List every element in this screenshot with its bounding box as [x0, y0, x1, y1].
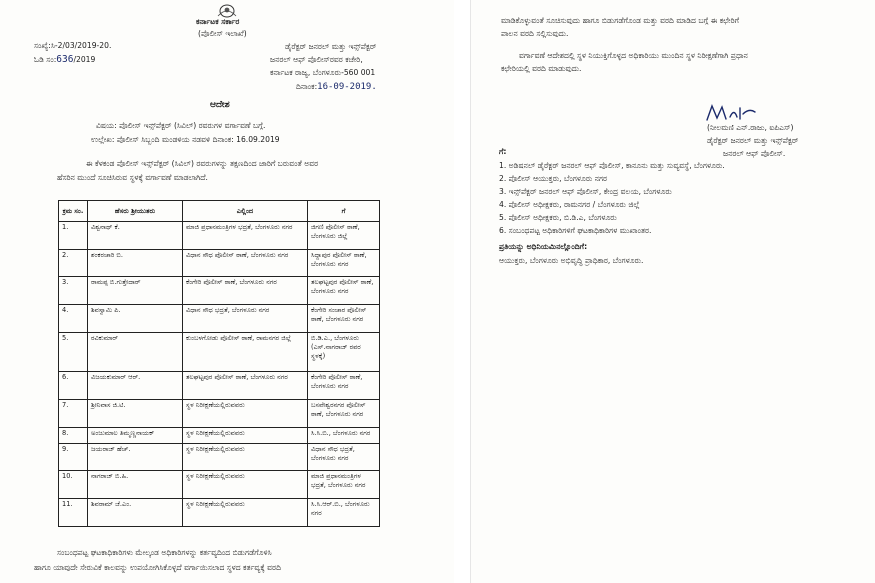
- cell-officer-name: ಶಿವರಾಮ್ ಜೆ.ಎಂ.: [88, 499, 183, 527]
- order-date-label: ದಿನಾಂಕ:: [296, 82, 318, 91]
- cell-officer-name: ವಿಜಯಕುಮಾರ್ ಆರ್.: [88, 372, 183, 400]
- state-emblem-icon: [214, 2, 240, 18]
- table-row: [59, 499, 380, 527]
- footer-line-2: ಹಾಗೂ ಯಾವುದೇ ಸೇರುವಿಕೆ ಕಾಲವನ್ನು ಉಪಯೋಗಿಸಿಕೊಳ್ಳದೆ ವರ್ಗಾಯಿಸಲಾದ ಸ್ಥಳದ ಕರ್ತವ್ಯಕ್ಕೆ ವರದಿ: [34, 563, 281, 572]
- cell-from: ವಿಧಾನ ಸೌಧ ಭದ್ರತೆ, ಬೆಂಗಳೂರು ನಗರ: [183, 305, 308, 333]
- cell-officer-name: ಶಿವಸ್ವಾಮಿ ಪಿ.: [88, 305, 183, 333]
- cell-officer-name: ಶಂಕರಚಾರಿ ಬಿ.: [88, 249, 183, 277]
- header-to: ಗೆ: [308, 201, 380, 222]
- department-name: (ಪೊಲೀಸ್ ಇಲಾಖೆ): [198, 29, 247, 38]
- header-name: ಹೆಸರು ಶ್ರೀಯುತರು: [88, 201, 183, 222]
- order-number-prefix: ಓಡಿ ಸಂ:: [34, 55, 57, 64]
- cell-serial: 10.: [59, 471, 88, 499]
- table-row: [59, 427, 380, 443]
- recipient-item: 2. ಪೊಲೀಸ್ ಆಯುಕ್ತರು, ಬೆಂಗಳೂರು ನಗರ: [499, 174, 608, 183]
- instruction-line-2: ಕಛೇರಿಯಲ್ಲಿ ವರದಿ ಮಾಡುವುದು.: [501, 64, 582, 73]
- cell-from: ವಿಧಾನ ಸೌಧ ಪೊಲೀಸ್ ಠಾಣೆ, ಬೆಂಗಳೂರು ನಗರ: [183, 249, 308, 277]
- cell-officer-name: ರಾಮಪ್ಪ ಬಿ.ಗುತ್ತೇದಾರ್: [88, 277, 183, 305]
- cell-from: ಸ್ಥಳ ನಿರೀಕ್ಷಣೆಯಲ್ಲಿರುವವರು: [183, 443, 308, 471]
- signatory-title-2: ಜನರಲ್ ಆಫ್ ಪೊಲೀಸ್.: [723, 149, 786, 158]
- cell-serial: 11.: [59, 499, 88, 527]
- cell-from: ಕೆಂಗೇರಿ ಪೊಲೀಸ್ ಠಾಣೆ, ಬೆಂಗಳೂರು ನಗರ: [183, 277, 308, 305]
- cell-from: ಮಾಜಿ ಪ್ರಧಾನಮಂತ್ರಿಗಳ ಭದ್ರತೆ, ಬೆಂಗಳೂರು ನಗರ: [183, 222, 308, 250]
- copy-to-label: ಪ್ರತಿಯನ್ನು ಅಧಿನಿಯಮಿನಲ್ಲೊಂದಿಗೆ:: [499, 242, 588, 251]
- table-row: [59, 249, 380, 277]
- cell-to: ಬಿ.ಡಿ.ಎ., ಬೆಂಗಳೂರು (ಎಸ್.ನಾಗರಾಜ್ ರವರ ಸ್ಥಳಕ್ಕೆ): [308, 332, 380, 372]
- cell-to: ಸಿ.ಸಿ.ಆರ್.ಬಿ., ಬೆಂಗಳೂರು ನಗರ: [308, 499, 380, 527]
- table-row: [59, 332, 380, 372]
- cell-serial: 4.: [59, 305, 88, 333]
- footer-line-1: ಸಂಬಂಧಪಟ್ಟ ಘಟಕಾಧಿಕಾರಿಗಳು ಮೇಲ್ಕಂಡ ಅಧಿಕಾರಿಗಳನ್ನು ಕರ್ತವ್ಯದಿಂದ ಬಿಡುಗಡೆಗೊಳಿಸಿ: [57, 548, 272, 557]
- signatory-title-1: ಡೈರೆಕ್ಟರ್ ಜನರಲ್ ಮತ್ತು ಇನ್ಸ್‌ಪೆಕ್ಟರ್: [707, 136, 799, 145]
- cell-from: ತಲಘಟ್ಟಪುರ ಪೊಲೀಸ್ ಠಾಣೆ, ಬೆಂಗಳೂರು ನಗರ: [183, 372, 308, 400]
- order-date-value: 16-09-2019.: [317, 82, 377, 92]
- cell-from: ಸ್ಥಳ ನಿರೀಕ್ಷಣೆಯಲ್ಲಿರುವವರು: [183, 471, 308, 499]
- transfer-table: [58, 200, 380, 527]
- cell-officer-name: ಅಂಜುಮಾಲ ತಿಮ್ಮಣ್ಣನಾಯಕ್: [88, 427, 183, 443]
- cell-from: ಸ್ಥಳ ನಿರೀಕ್ಷಣೆಯಲ್ಲಿರುವವರು: [183, 427, 308, 443]
- office-line-2: ಜನರಲ್ ಆಫ್ ಪೊಲೀಸ್‌ರವರ ಕಚೇರಿ,: [270, 55, 363, 64]
- body-line-1: ಈ ಕೆಳಕಂಡ ಪೊಲೀಸ್ ಇನ್ಸ್‌ಪೆಕ್ಟರ್ (ಸಿವಿಲ್) ರವರುಗಳನ್ನು ತಕ್ಷಣದಿಂದ ಜಾರಿಗೆ ಬರುವಂತೆ ಅವರ: [86, 159, 319, 168]
- reference-prefix: ಸಂಖ್ಯೆ:ಸಿ-2/03/2019-20.: [34, 41, 112, 50]
- body-line-2: ಹೆಸರಿನ ಮುಂದೆ ಸೂಚಿಸಿರುವ ಸ್ಥಳಕ್ಕೆ ವರ್ಗಾವಣೆ ಮಾಡಲಾಗಿದೆ.: [57, 173, 208, 182]
- cell-to: ಕೆಂಗೇರಿ ಸಂಚಾರ ಪೊಲೀಸ್ ಠಾಣೆ, ಬೆಂಗಳೂರು ನಗರ: [308, 305, 380, 333]
- signatory-name: (ನೀಲಮಣಿ ಎನ್.ರಾಜು, ಐಪಿಎಸ್): [707, 123, 794, 132]
- table-row: [59, 372, 380, 400]
- recipient-item: 6. ಸಂಬಂಧಪಟ್ಟ ಅಧಿಕಾರಿಗಳಿಗೆ ಘಟಕಾಧಿಕಾರಿಗಳ ಮುಖಾಂತರ.: [499, 226, 652, 235]
- recipient-item: 1. ಅಡಿಷನಲ್ ಡೈರೆಕ್ಟರ್ ಜನರಲ್ ಆಫ್ ಪೊಲೀಸ್, ಕಾನೂನು ಮತ್ತು ಸುವ್ಯವಸ್ಥೆ, ಬೆಂಗಳೂರು.: [499, 161, 725, 170]
- cell-to: ವಿಧಾನ ಸೌಧ ಭದ್ರತೆ, ಬೆಂಗಳೂರು ನಗರ: [308, 443, 380, 471]
- page-gap: [454, 0, 470, 583]
- cell-serial: 2.: [59, 249, 88, 277]
- order-number-year: /2019: [73, 55, 96, 64]
- header-serial: ಕ್ರಮ ಸಂ.: [59, 201, 88, 222]
- cell-to: ಕೆಂಗೇರಿ ಪೊಲೀಸ್ ಠಾಣೆ, ಬೆಂಗಳೂರು ನಗರ: [308, 372, 380, 400]
- cell-to: ಮಾಜಿ ಪ್ರಧಾನಮಂತ್ರಿಗಳ ಭದ್ರತೆ, ಬೆಂಗಳೂರು ನಗರ: [308, 471, 380, 499]
- cell-from: ಕುಂಬಳಗೋಡು ಪೊಲೀಸ್ ಠಾಣೆ, ರಾಮನಗರ ಜಿಲ್ಲೆ: [183, 332, 308, 372]
- continuation-line-1: ಮಾಡಿಕೊಳ್ಳುವಂತೆ ಸೂಚಿಸುವುದು ಹಾಗೂ ಬಿಡುಗಡೆಗೊಂಡ ಮತ್ತು ವರದಿ ಮಾಡಿದ ಬಗ್ಗೆ ಈ ಕಛೇರಿಗೆ: [501, 16, 740, 25]
- cell-officer-name: ವಿಶ್ವನಾಥ್ ಕೆ.: [88, 222, 183, 250]
- cell-from: ಸ್ಥಳ ನಿರೀಕ್ಷಣೆಯಲ್ಲಿರುವವರು: [183, 400, 308, 428]
- cell-serial: 3.: [59, 277, 88, 305]
- cell-serial: 6.: [59, 372, 88, 400]
- instruction-line-1: ವರ್ಗಾವಣೆ ಆದೇಶದಲ್ಲಿ ಸ್ಥಳ ನಿಯುಕ್ತಿಗೊಳ್ಳದ ಅಧಿಕಾರಿಯು ಮುಂದಿನ ಸ್ಥಳ ನಿರೀಕ್ಷಣೆಗಾಗಿ ಪ್ರಧಾನ: [519, 51, 748, 60]
- office-line-3: ಕರ್ನಾಟಕ ರಾಜ್ಯ, ಬೆಂಗಳೂರು-560 001: [270, 68, 376, 77]
- cell-serial: 9.: [59, 443, 88, 471]
- cell-to: ತಲಘಟ್ಟಪುರ ಪೊಲೀಸ್ ಠಾಣೆ, ಬೆಂಗಳೂರು ನಗರ: [308, 277, 380, 305]
- cell-officer-name: ಶ್ರೀನಿವಾಸ ಜಿ.ಟಿ.: [88, 400, 183, 428]
- cell-officer-name: ರವಿಕುಮಾರ್: [88, 332, 183, 372]
- subject-line: ವಿಷಯ: ಪೊಲೀಸ್ ಇನ್ಸ್‌ಪೆಕ್ಟರ್ (ಸಿವಿಲ್) ರವರುಗಳ ವರ್ಗಾವಣೆ ಬಗ್ಗೆ.: [96, 121, 266, 130]
- continuation-line-2: ಪಾಲನ ವರದಿ ಸಲ್ಲಿಸುವುದು.: [501, 29, 569, 38]
- recipients-label: ಗೆ:: [499, 147, 507, 156]
- copy-to-line: ಆಯುಕ್ತರು, ಬೆಂಗಳೂರು ಅಭಿವೃದ್ಧಿ ಪ್ರಾಧಿಕಾರ, ಬೆಂಗಳೂರು.: [499, 256, 644, 265]
- cell-serial: 1.: [59, 222, 88, 250]
- cell-serial: 5.: [59, 332, 88, 372]
- cell-officer-name: ನಾಗರಾಜ್ ಬಿ.ಹಿ.: [88, 471, 183, 499]
- table-row: [59, 277, 380, 305]
- cell-serial: 8.: [59, 427, 88, 443]
- cell-from: ಸ್ಥಳ ನಿರೀಕ್ಷಣೆಯಲ್ಲಿರುವವರು: [183, 499, 308, 527]
- office-line-1: ಡೈರೆಕ್ಟರ್ ಜನರಲ್ ಮತ್ತು ಇನ್ಸ್‌ಪೆಕ್ಟರ್: [285, 42, 377, 51]
- cell-to: ಸಿದ್ದಾಪುರ ಪೊಲೀಸ್ ಠಾಣೆ, ಬೆಂಗಳೂರು ನಗರ: [308, 249, 380, 277]
- table-row: [59, 400, 380, 428]
- order-number-label: [34, 55, 95, 65]
- recipient-item: 3. ಇನ್ಸ್‌ಪೆಕ್ಟರ್ ಜನರಲ್ ಆಫ್ ಪೊಲೀಸ್, ಕೇಂದ್ರ ವಲಯ, ಬೆಂಗಳೂರು: [499, 187, 672, 196]
- reference-line: ಉಲ್ಲೇಖ: ಪೊಲೀಸ್ ಸಿಬ್ಬಂದಿ ಮಂಡಳಿಯ ನಡವಳಿ ದಿನಾಂಕ: 16.09.2019: [91, 135, 280, 144]
- table-row: [59, 305, 380, 333]
- header-from: ಎಲ್ಲಿಂದ: [183, 201, 308, 222]
- recipient-item: 4. ಪೊಲೀಸ್ ಅಧೀಕ್ಷಕರು, ರಾಮನಗರ / ಬೆಂಗಳೂರು ಜಿಲ್ಲೆ: [499, 200, 640, 209]
- order-title: ಆದೇಶ: [210, 100, 230, 110]
- handwritten-signature-icon: [703, 102, 759, 124]
- order-date: [296, 83, 377, 92]
- table-row: [59, 222, 380, 250]
- cell-to: ಸಿ.ಸಿ.ಬಿ., ಬೆಂಗಳೂರು ನಗರ: [308, 427, 380, 443]
- cell-to: ಜಿಗಣಿ ಪೊಲೀಸ್ ಠಾಣೆ, ಬೆಂಗಳೂರು ಜಿಲ್ಲೆ: [308, 222, 380, 250]
- table-header-row: [59, 201, 380, 222]
- cell-officer-name: ಜಯರಾಜ್ ಹೆಚ್.: [88, 443, 183, 471]
- order-number-handwritten: 636: [56, 54, 74, 65]
- order-page-2: [470, 0, 875, 583]
- govt-title: ಕರ್ನಾಟಕ ಸರ್ಕಾರ: [196, 17, 240, 26]
- recipient-item: 5. ಪೊಲೀಸ್ ಅಧೀಕ್ಷಕರು, ಬಿ.ಡಿ.ಎ, ಬೆಂಗಳೂರು: [499, 213, 617, 222]
- cell-serial: 7.: [59, 400, 88, 428]
- table-row: [59, 443, 380, 471]
- table-row: [59, 471, 380, 499]
- cell-to: ಬಸವೇಶ್ವರನಗರ ಪೊಲೀಸ್ ಠಾಣೆ, ಬೆಂಗಳೂರು ನಗರ: [308, 400, 380, 428]
